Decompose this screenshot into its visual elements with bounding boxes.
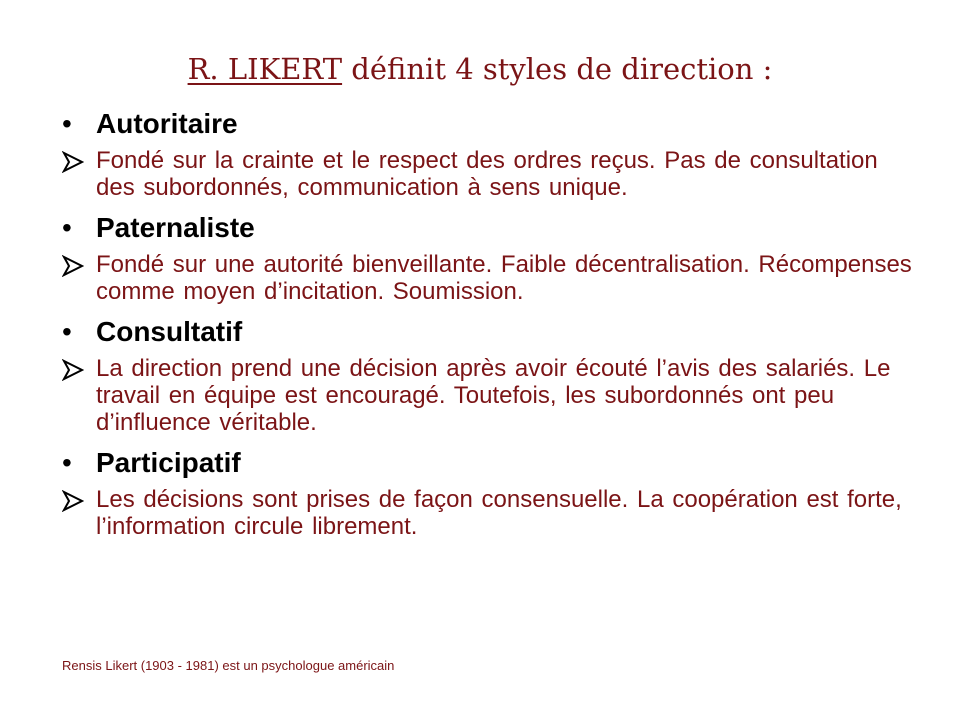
style-description: La direction prend une décision après avoir écouté l’avis des salariés. Le travail en équipe est encouragé. Toutefois, les subordonnés ont peu d’influence véritable. — [96, 355, 891, 436]
round-bullet-icon: • — [62, 108, 72, 139]
style-heading: Participatif — [96, 447, 241, 478]
round-bullet-icon: • — [62, 316, 72, 347]
slide-title — [0, 52, 960, 86]
arrow-head-bullet-icon — [62, 151, 84, 173]
style-heading-row — [62, 103, 922, 145]
style-item-autoritaire — [62, 103, 922, 201]
style-heading-row — [62, 442, 922, 484]
style-heading: Autoritaire — [96, 108, 238, 139]
title-author-name: R. LIKERT — [187, 52, 343, 86]
style-description-row — [62, 251, 922, 305]
round-bullet-icon: • — [62, 447, 72, 478]
round-bullet-icon: • — [62, 212, 72, 243]
styles-list — [62, 103, 922, 540]
style-description-row — [62, 486, 922, 540]
style-heading-row — [62, 207, 922, 249]
style-item-participatif — [62, 442, 922, 540]
arrow-head-bullet-icon — [62, 490, 84, 512]
style-description-row — [62, 355, 922, 436]
footnote: Rensis Likert (1903 - 1981) est un psychologue américain — [62, 658, 395, 673]
style-description: Fondé sur la crainte et le respect des ordres reçus. Pas de consultation des subordonnés, communication à sens unique. — [96, 147, 878, 201]
title-text: définit 4 styles de direction : — [342, 52, 773, 86]
style-heading-row — [62, 311, 922, 353]
style-heading: Paternaliste — [96, 212, 255, 243]
style-item-consultatif — [62, 311, 922, 436]
style-description-row — [62, 147, 922, 201]
arrow-head-bullet-icon — [62, 359, 84, 381]
style-heading: Consultatif — [96, 316, 243, 347]
style-description: Fondé sur une autorité bienveillante. Faible décentralisation. Récompenses comme moyen d’incitation. Soumission. — [96, 251, 912, 305]
style-item-paternaliste — [62, 207, 922, 305]
arrow-head-bullet-icon — [62, 255, 84, 277]
style-description: Les décisions sont prises de façon consensuelle. La coopération est forte, l’information circule librement. — [96, 486, 902, 540]
